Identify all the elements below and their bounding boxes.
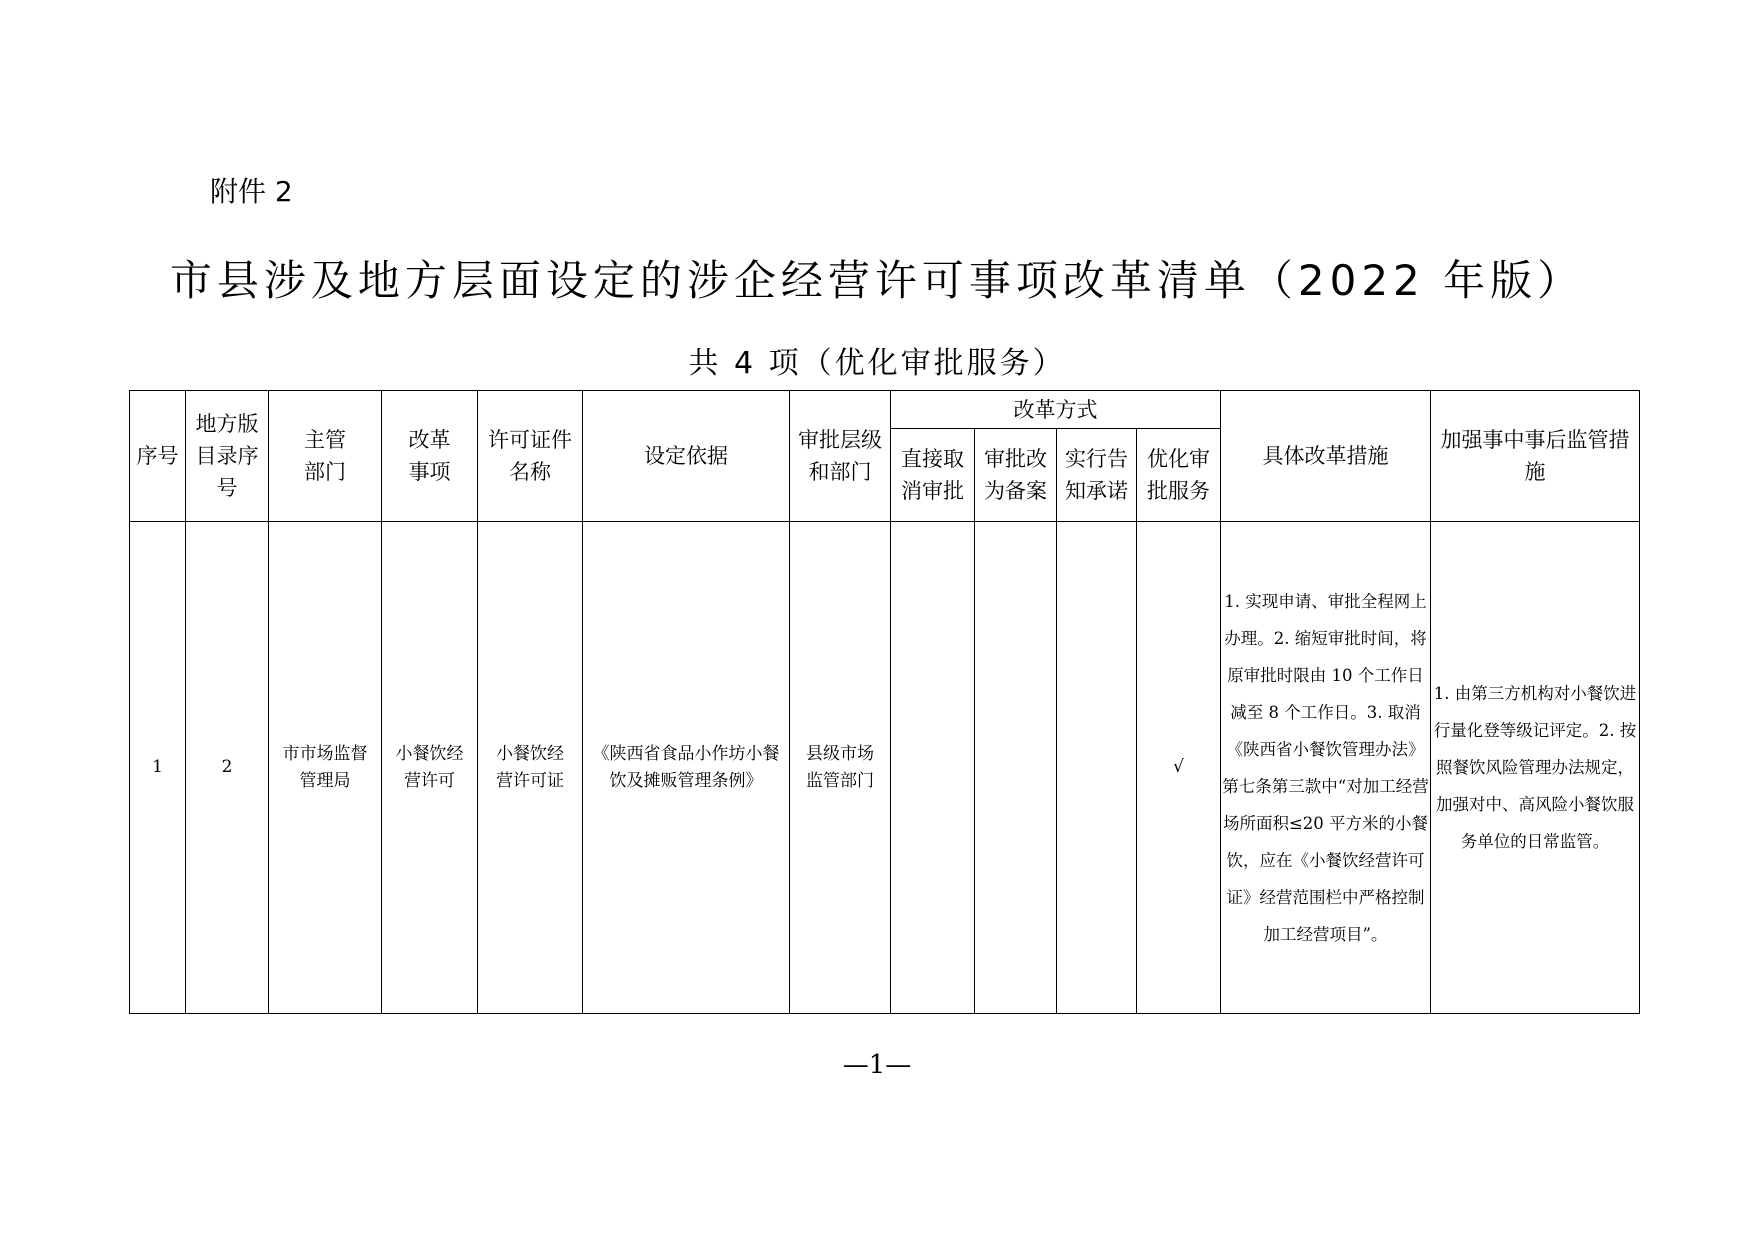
- cell-seq: 1: [130, 522, 186, 1014]
- cell-approval-level: 县级市场监管部门: [790, 522, 891, 1014]
- cell-filing: [975, 522, 1057, 1014]
- col-header-measures: 具体改革措施: [1221, 391, 1431, 522]
- col-header-commitment: 实行告知承诺: [1057, 429, 1137, 522]
- col-header-seq: 序号: [130, 391, 186, 522]
- col-header-optimize: 优化审批服务: [1137, 429, 1221, 522]
- cell-cancel: [891, 522, 975, 1014]
- cell-commitment: [1057, 522, 1137, 1014]
- attachment-label: 附件 2: [210, 175, 293, 208]
- col-header-supervision: 加强事中事后监管措施: [1431, 391, 1640, 522]
- cell-supervision: 1. 由第三方机构对小餐饮进行量化登等级记评定。2. 按照餐饮风险管理办法规定，加强对中、高风险小餐饮服务单位的日常监管。: [1431, 522, 1640, 1014]
- col-header-department: 主管部门: [269, 391, 382, 522]
- header-row-1: [130, 391, 1640, 429]
- col-header-catalog-seq: 地方版目录序号: [186, 391, 269, 522]
- page-number: —1—: [842, 1050, 912, 1080]
- col-header-filing: 审批改为备案: [975, 429, 1057, 522]
- col-header-approval-level: 审批层级和部门: [790, 391, 891, 522]
- cell-measures: 1. 实现申请、审批全程网上办理。2. 缩短审批时间，将原审批时限由 10 个工作日减至 8 个工作日。3. 取消《陕西省小餐饮管理办法》第七条第三款中“对加工经营场所面积≤20 平方米的小餐饮，应在《小餐饮经营许可证》经营范围栏中严格控制加工经营项目”。: [1221, 522, 1431, 1014]
- cell-optimize-check: √: [1137, 522, 1221, 1014]
- cell-license: 小餐饮经营许可证: [478, 522, 583, 1014]
- col-header-license: 许可证件名称: [478, 391, 583, 522]
- col-header-item: 改革事项: [382, 391, 478, 522]
- cell-basis: 《陕西省食品小作坊小餐饮及摊贩管理条例》: [583, 522, 790, 1014]
- col-header-basis: 设定依据: [583, 391, 790, 522]
- cell-department: 市市场监督管理局: [269, 522, 382, 1014]
- col-header-cancel: 直接取消审批: [891, 429, 975, 522]
- cell-catalog-seq: 2: [186, 522, 269, 1014]
- reform-list-table: [129, 390, 1640, 1014]
- document-subtitle: 共 4 项（优化审批服务）: [688, 346, 1066, 381]
- cell-item: 小餐饮经营许可: [382, 522, 478, 1014]
- table-row: [130, 522, 1640, 1014]
- col-header-reform-method: 改革方式: [891, 391, 1221, 429]
- document-title: 市县涉及地方层面设定的涉企经营许可事项改革清单（2022 年版）: [169, 256, 1585, 305]
